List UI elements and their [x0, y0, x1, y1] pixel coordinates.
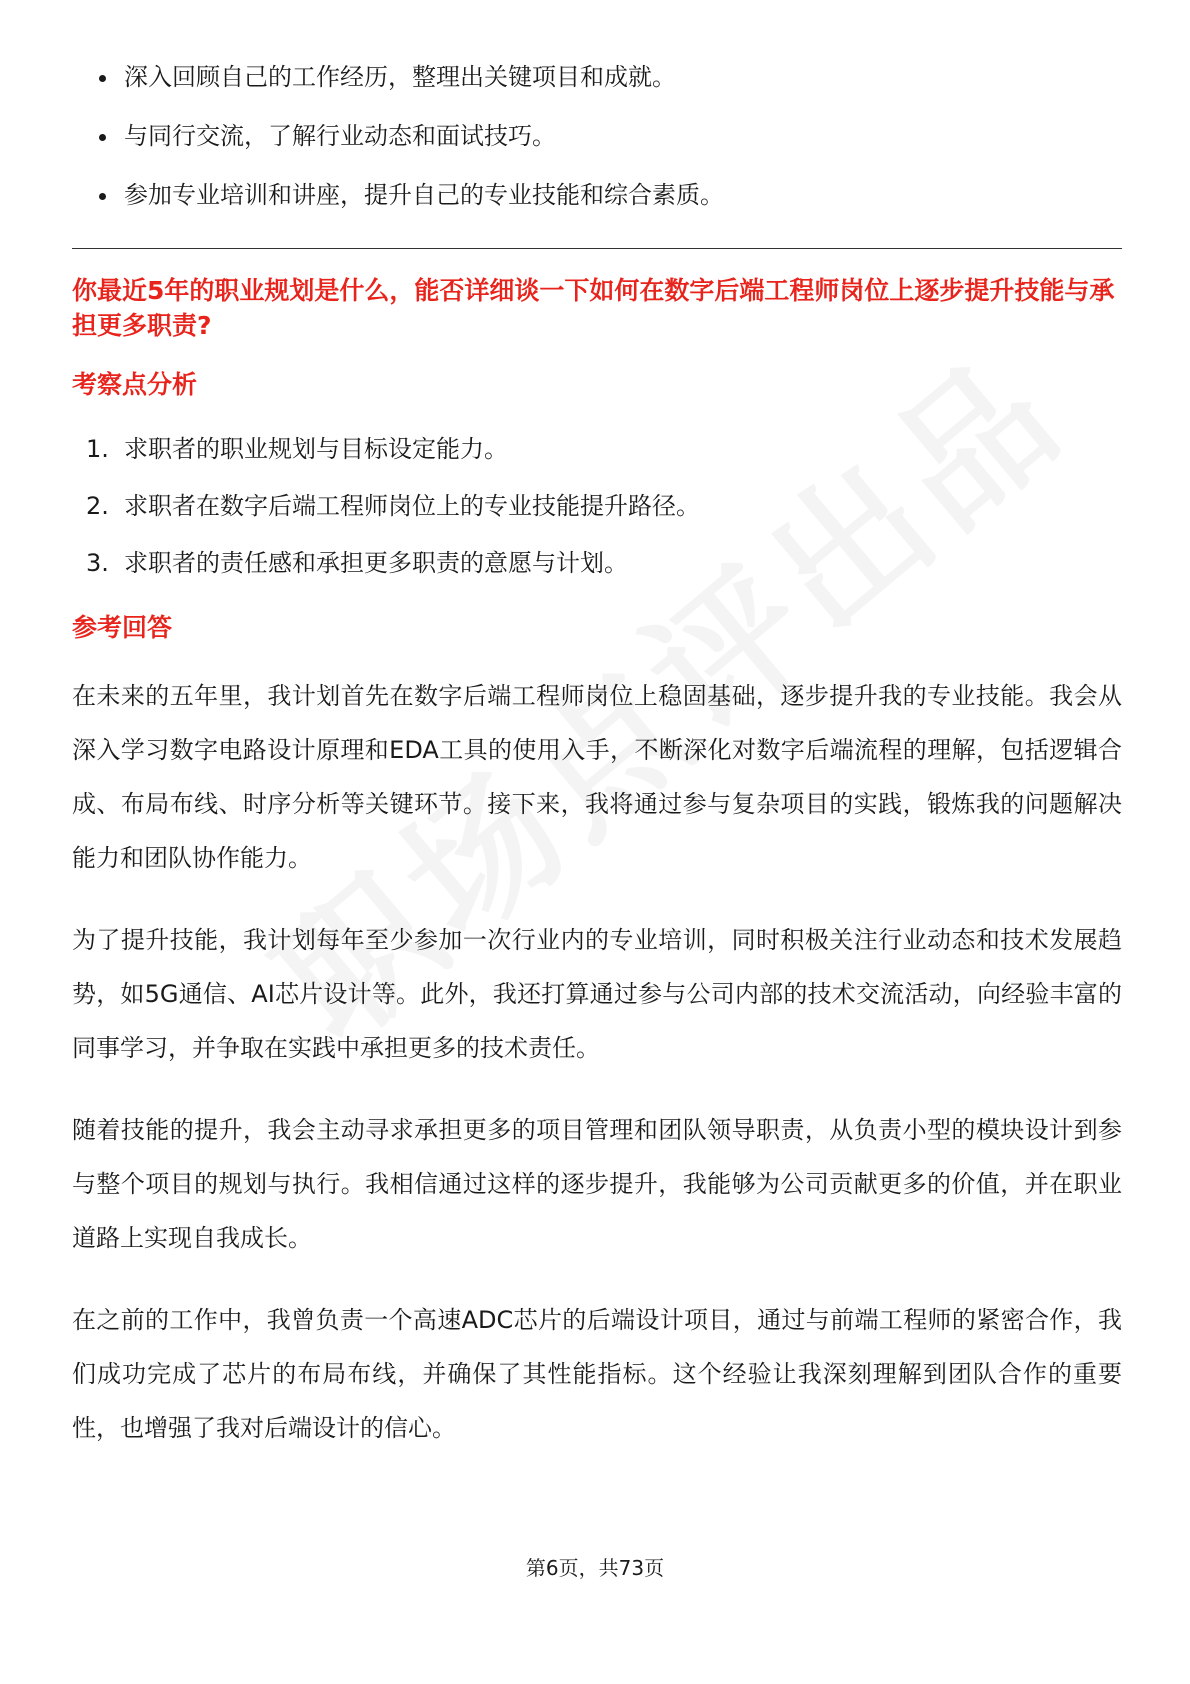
- answer-paragraph: 在之前的工作中，我曾负责一个高速ADC芯片的后端设计项目，通过与前端工程师的紧密合作，我们成功完成了芯片的布局布线，并确保了其性能指标。这个经验让我深刻理解到团队合作的重要性，也增强了我对后端设计的信心。: [72, 1306, 1122, 1442]
- analysis-list: [72, 432, 1122, 580]
- item-number: 1.: [86, 435, 109, 463]
- item-number: 3.: [86, 549, 109, 577]
- answer-paragraph: 随着技能的提升，我会主动寻求承担更多的项目管理和团队领导职责，从负责小型的模块设计到参与整个项目的规划与执行。我相信通过这样的逐步提升，我能够为公司贡献更多的价值，并在职业道路上实现自我成长。: [72, 1116, 1122, 1252]
- page-number: 第6页，共73页: [525, 1556, 665, 1580]
- list-item: [72, 489, 1122, 523]
- answer-title: 参考回答: [72, 613, 173, 642]
- divider: [72, 248, 1122, 249]
- item-text: 求职者的职业规划与目标设定能力。: [124, 435, 508, 463]
- analysis-title: 考察点分析: [72, 370, 198, 399]
- item-text: 求职者的责任感和承担更多职责的意愿与计划。: [124, 549, 628, 577]
- list-item: [72, 432, 1122, 466]
- answer-paragraph: 为了提升技能，我计划每年至少参加一次行业内的专业培训，同时积极关注行业动态和技术发展趋势，如5G通信、AI芯片设计等。此外，我还打算通过参与公司内部的技术交流活动，向经验丰富的同事学习，并争取在实践中承担更多的技术责任。: [72, 926, 1122, 1062]
- list-item: 与同行交流，了解行业动态和面试技巧。: [72, 119, 1122, 153]
- item-text: 求职者在数字后端工程师岗位上的专业技能提升路径。: [124, 492, 700, 520]
- item-number: 2.: [86, 492, 109, 520]
- tips-list: [72, 60, 1122, 212]
- list-item: 参加专业培训和讲座，提升自己的专业技能和综合素质。: [72, 178, 1122, 212]
- question-heading: 你最近5年的职业规划是什么，能否详细谈一下如何在数字后端工程师岗位上逐步提升技能与承担更多职责?: [72, 276, 1115, 340]
- list-item: 深入回顾自己的工作经历，整理出关键项目和成就。: [72, 60, 1122, 94]
- document-body: [72, 60, 1122, 1483]
- list-item: [72, 546, 1122, 580]
- answer-paragraph: 在未来的五年里，我计划首先在数字后端工程师岗位上稳固基础，逐步提升我的专业技能。我会从深入学习数字电路设计原理和EDA工具的使用入手，不断深化对数字后端流程的理解，包括逻辑合成、布局布线、时序分析等关键环节。接下来，我将通过参与复杂项目的实践，锻炼我的问题解决能力和团队协作能力。: [72, 682, 1122, 872]
